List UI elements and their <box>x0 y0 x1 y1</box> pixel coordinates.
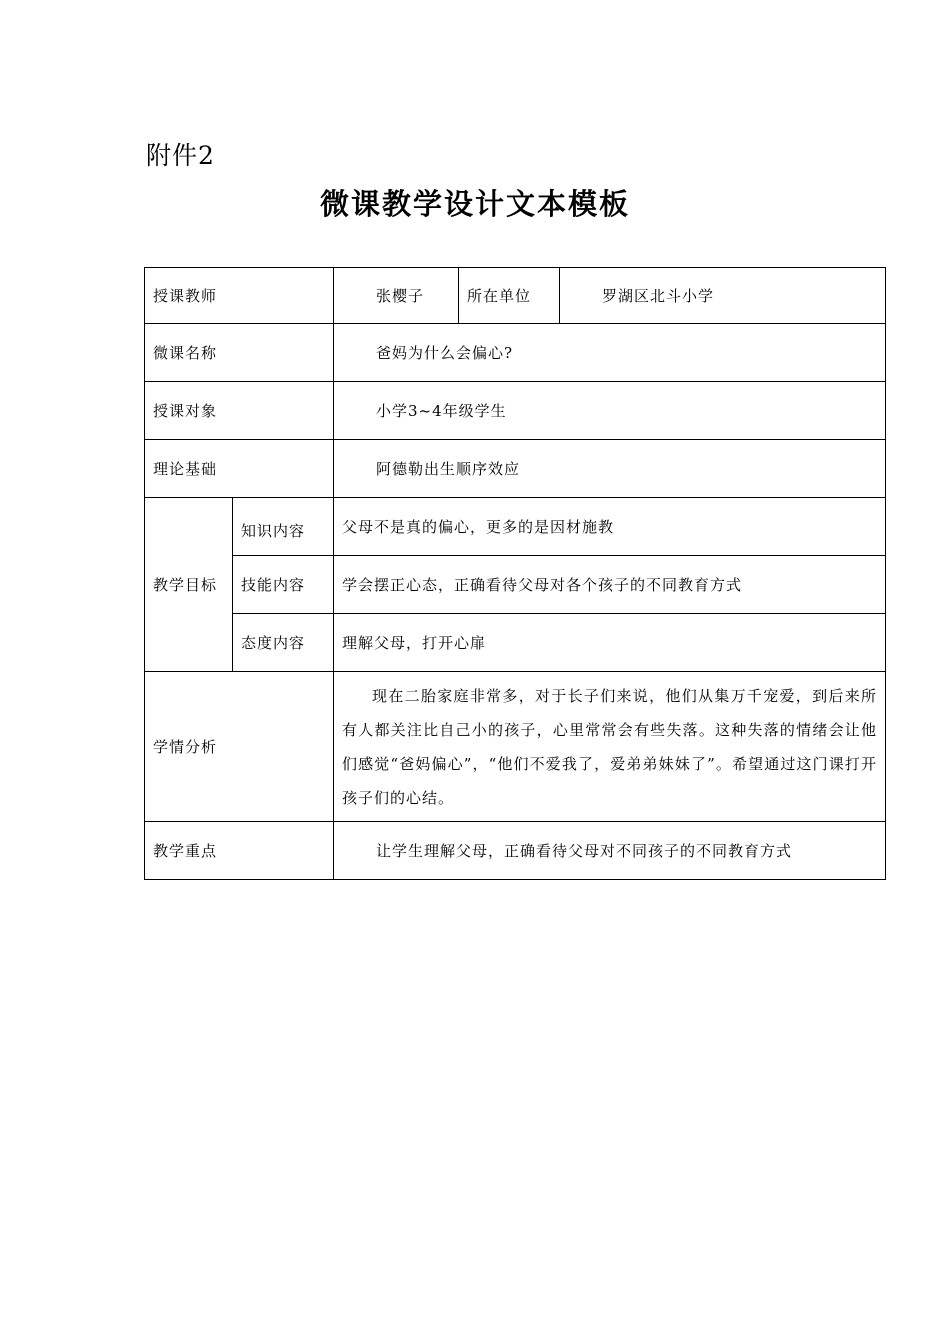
analysis-label: 学情分析 <box>145 672 334 822</box>
course-name-value: 爸妈为什么会偏心? <box>334 324 886 382</box>
course-name-label: 微课名称 <box>145 324 334 382</box>
audience-value: 小学3~4年级学生 <box>334 382 886 440</box>
attitude-label: 态度内容 <box>233 614 334 672</box>
analysis-value: 现在二胎家庭非常多，对于长子们来说，他们从集万千宠爱，到后来所有人都关注比自己小的孩子，心里常常会有些失落。这种失落的情绪会让他们感觉“爸妈偏心”，“他们不爱我了，爱弟弟妹妹了”。希望通过这门课打开孩子们的心结。 <box>334 672 886 822</box>
unit-value: 罗湖区北斗小学 <box>560 268 886 324</box>
page-title: 微课教学设计文本模板 <box>319 187 630 221</box>
attachment-label: 附件2 <box>146 141 215 170</box>
skill-value: 学会摆正心态，正确看待父母对各个孩子的不同教育方式 <box>334 556 886 614</box>
key-point-label: 教学重点 <box>145 822 334 880</box>
audience-label: 授课对象 <box>145 382 334 440</box>
design-form-table <box>144 267 886 880</box>
attitude-value: 理解父母，打开心扉 <box>334 614 886 672</box>
key-point-value: 让学生理解父母，正确看待父母对不同孩子的不同教育方式 <box>334 822 886 880</box>
theory-label: 理论基础 <box>145 440 334 498</box>
unit-label: 所在单位 <box>459 268 560 324</box>
skill-label: 技能内容 <box>233 556 334 614</box>
teacher-value: 张樱子 <box>334 268 459 324</box>
objectives-label: 教学目标 <box>145 498 233 672</box>
knowledge-value: 父母不是真的偏心，更多的是因材施教 <box>334 498 886 556</box>
knowledge-label: 知识内容 <box>233 498 334 556</box>
teacher-label: 授课教师 <box>145 268 334 324</box>
theory-value: 阿德勒出生顺序效应 <box>334 440 886 498</box>
